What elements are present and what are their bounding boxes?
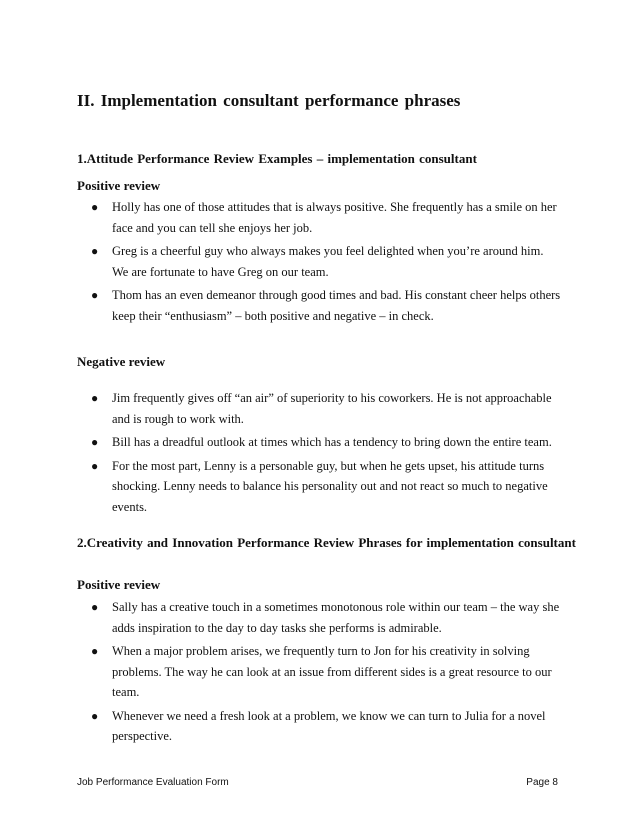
bullet-icon: ● bbox=[91, 435, 99, 449]
section-1-negative-label: Negative review bbox=[77, 354, 166, 369]
list-item bbox=[77, 456, 562, 518]
list-item-text: Holly has one of those attitudes that is always positive. She frequently has a smile on her face and you can tell she enjoys her job. bbox=[112, 200, 557, 235]
bullet-icon: ● bbox=[91, 644, 99, 658]
list-item bbox=[77, 706, 562, 747]
section-1-positive-label: Positive review bbox=[77, 178, 161, 193]
section-2-heading: 2.Creativity and Innovation Performance Review Phrases for implementation consultant bbox=[77, 535, 576, 550]
footer-page-number: Page 8 bbox=[526, 777, 558, 788]
list-item-text: Bill has a dreadful outlook at times which has a tendency to bring down the entire team. bbox=[112, 435, 552, 449]
bullet-icon: ● bbox=[91, 288, 99, 302]
bullet-icon: ● bbox=[91, 391, 99, 405]
list-item bbox=[77, 241, 562, 282]
bullet-icon: ● bbox=[91, 458, 99, 473]
bullet-icon: ● bbox=[91, 244, 99, 258]
list-item-text: Sally has a creative touch in a sometimes monotonous role within our team – the way she adds inspiration to the day to day tasks she performs is admirable. bbox=[112, 600, 560, 635]
list-item bbox=[77, 432, 562, 453]
section-1-negative-list bbox=[77, 388, 562, 520]
list-item-text: For the most part, Lenny is a personable guy, but when he gets upset, his attitude turns shocking. Lenny needs to balance his personality out and not react so much to negative events. bbox=[112, 458, 548, 514]
list-item-text: Greg is a cheerful guy who always makes you feel delighted when you’re around him. We are fortunate to have Greg on our team. bbox=[112, 244, 544, 279]
section-2-positive-label: Positive review bbox=[77, 577, 161, 592]
bullet-icon: ● bbox=[91, 600, 99, 614]
list-item-text: Thom has an even demeanor through good times and bad. His constant cheer helps others keep their “enthusiasm” – both positive and negative – in check. bbox=[112, 288, 561, 323]
list-item bbox=[77, 197, 562, 238]
bullet-icon: ● bbox=[91, 200, 99, 214]
list-item-text: Whenever we need a fresh look at a problem, we know we can turn to Julia for a novel perspective. bbox=[112, 708, 546, 743]
list-item-text: Jim frequently gives off “an air” of superiority to his coworkers. He is not approachable and is rough to work with. bbox=[112, 391, 552, 426]
section-2-positive-list bbox=[77, 597, 562, 750]
bullet-icon: ● bbox=[91, 708, 99, 723]
list-item-text: When a major problem arises, we frequently turn to Jon for his creativity in solving problems. The way he can look at an issue from different sides is a great resource to our team. bbox=[112, 644, 552, 699]
list-item bbox=[77, 597, 562, 638]
page-title: II. Implementation consultant performance phrases bbox=[77, 91, 461, 110]
footer-form-name: Job Performance Evaluation Form bbox=[77, 777, 229, 788]
list-item bbox=[77, 388, 562, 429]
list-item bbox=[77, 285, 562, 326]
list-item bbox=[77, 641, 562, 703]
section-1-positive-list bbox=[77, 197, 562, 329]
section-1-heading: 1.Attitude Performance Review Examples – implementation consultant bbox=[77, 151, 477, 166]
